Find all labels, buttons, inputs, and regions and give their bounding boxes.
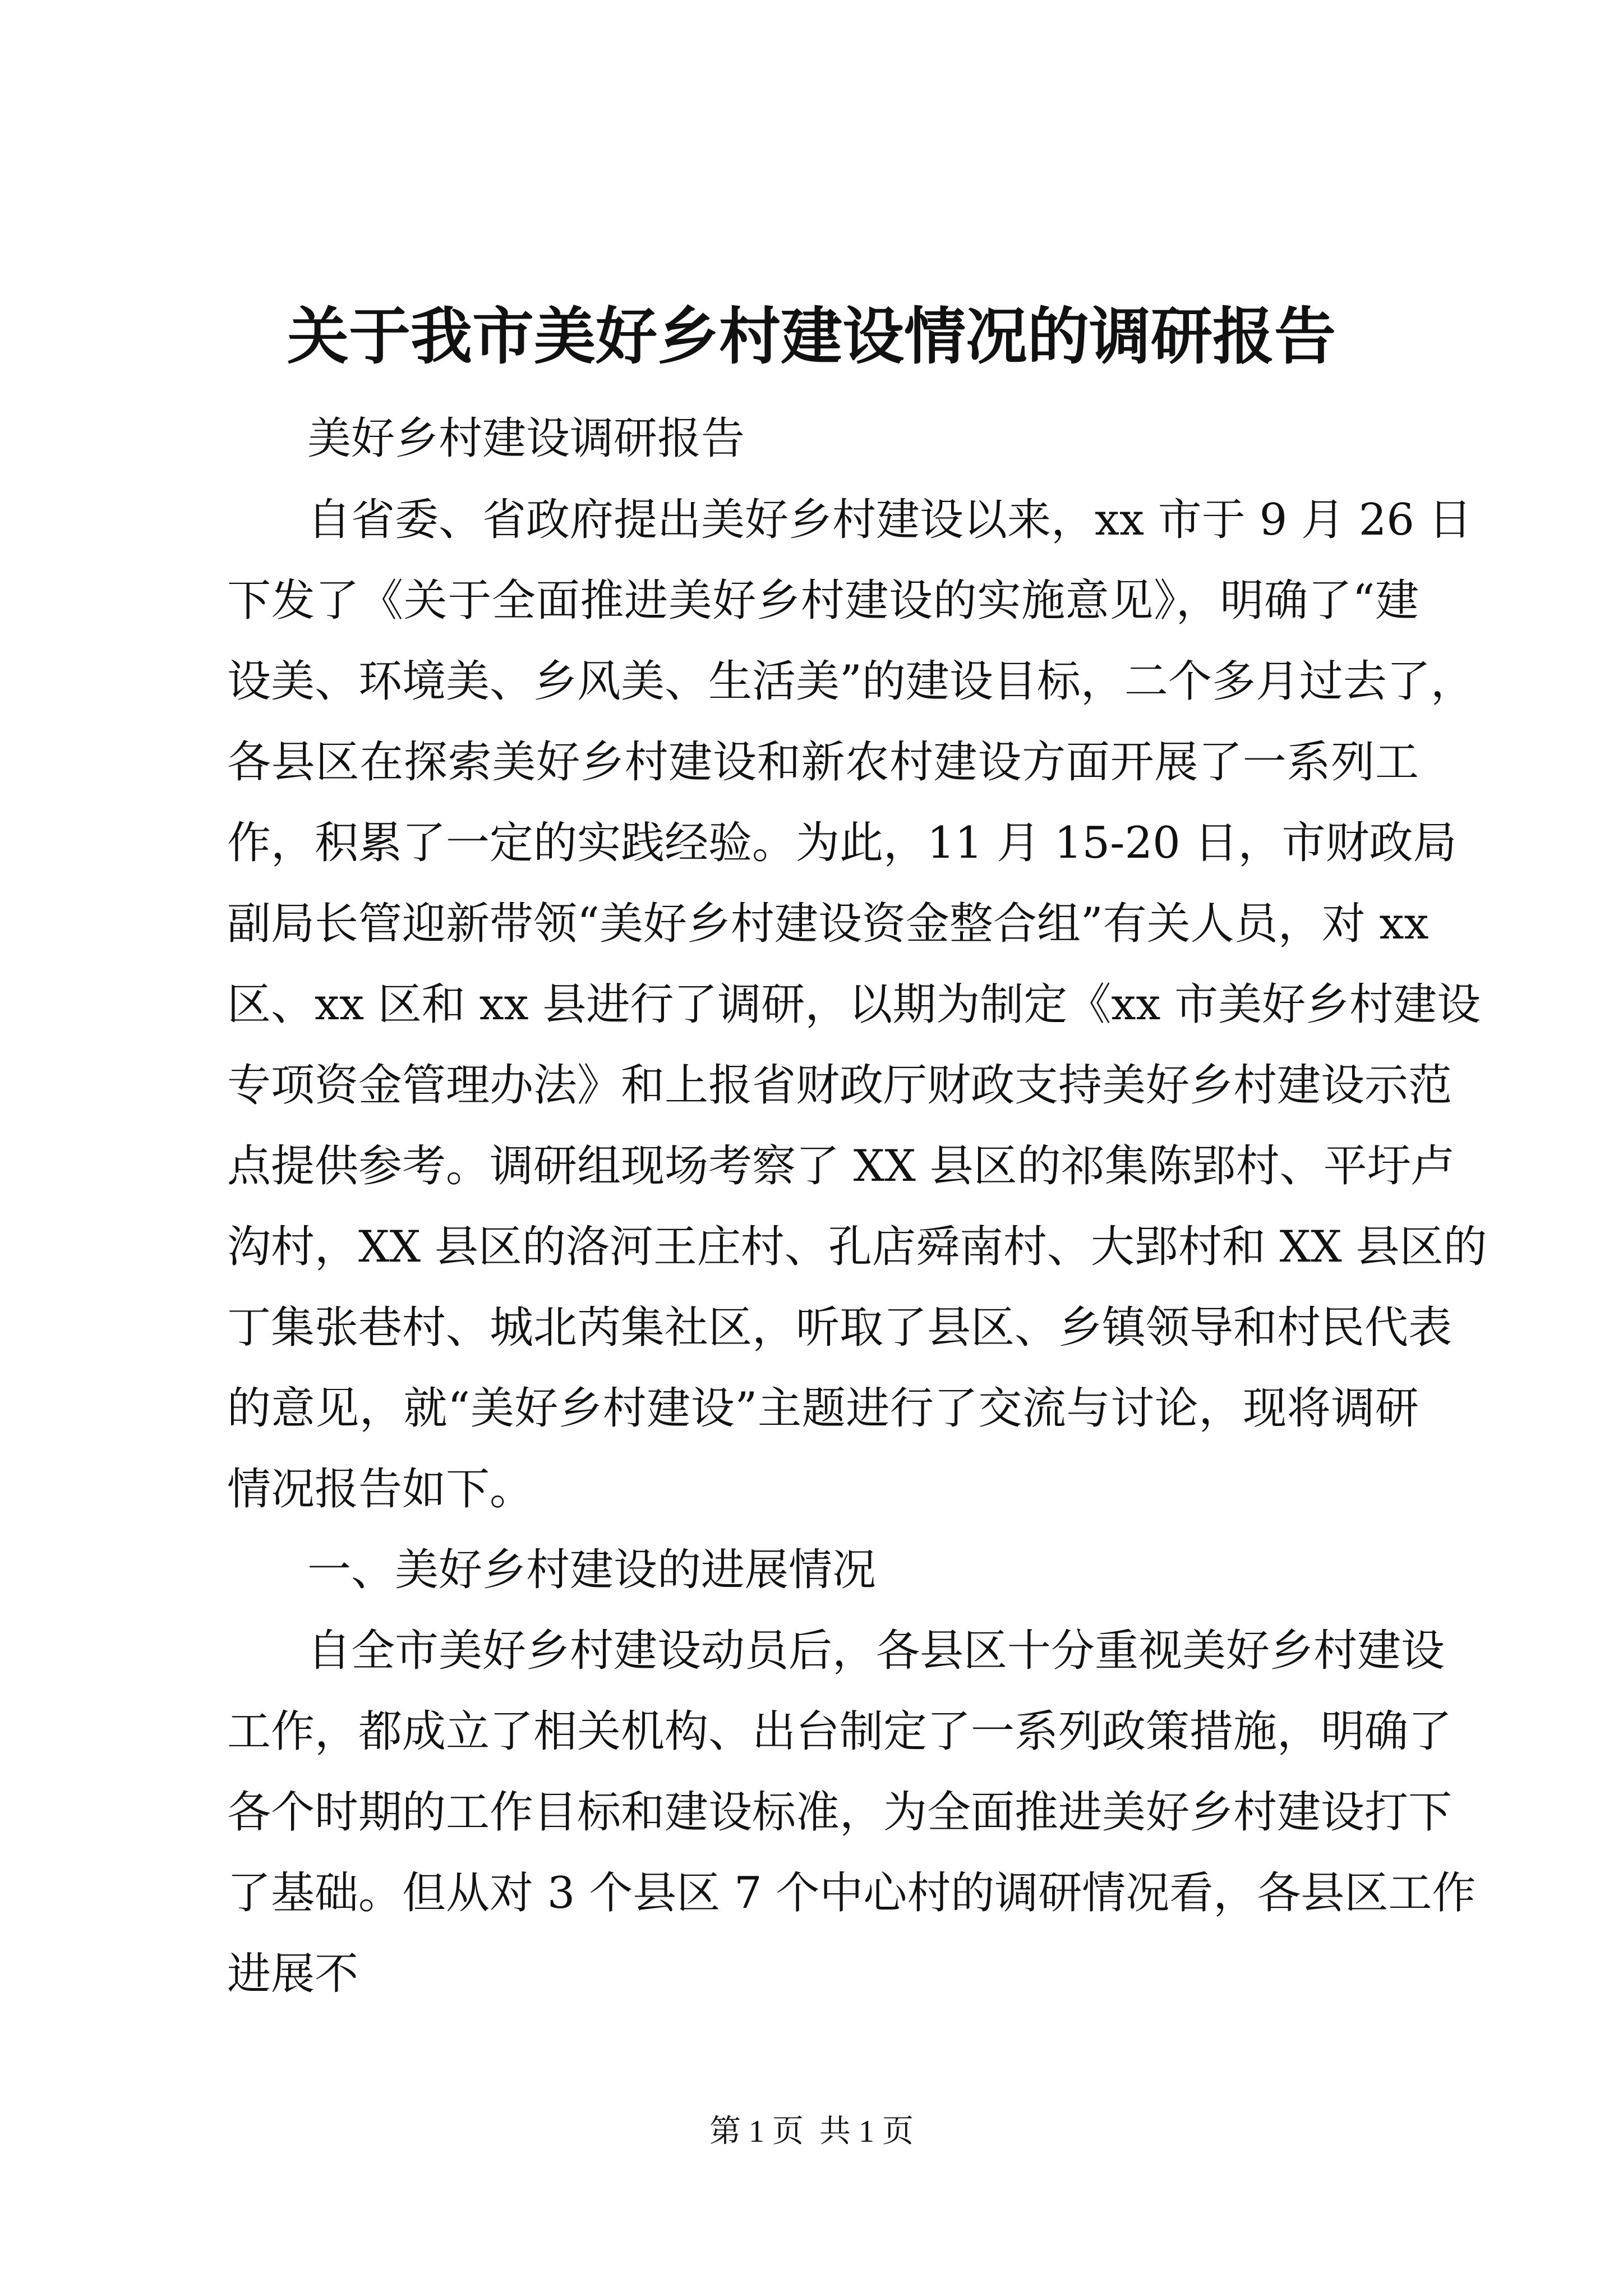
paragraph-line: 自全市美好乡村建设动员后，各县区十分重视美好乡村建设 [307,1626,1445,1676]
section-heading: 一、美好乡村建设的进展情况 [307,1545,877,1595]
document-title: 关于我市美好乡村建设情况的调研报告 [287,300,1336,372]
paragraph-line: 点提供参考。调研组现场考察了 XX 县区的祁集陈郢村、平圩卢 [227,1141,1455,1191]
paragraph-line: 的意见，就“美好乡村建设”主题进行了交流与讨论，现将调研 [227,1383,1419,1434]
paragraph-line: 区、xx 区和 xx 县进行了调研，以期为制定《xx 市美好乡村建设 [227,979,1481,1030]
paragraph-line: 沟村，XX 县区的洛河王庄村、孔店舜南村、大郢村和 XX 县区的 [227,1222,1487,1272]
paragraph-line: 各县区在探索美好乡村建设和新农村建设方面开展了一系列工 [227,737,1419,788]
paragraph-line: 下发了《关于全面推进美好乡村建设的实施意见》，明确了“建 [227,576,1419,626]
paragraph-line: 副局长管迎新带领“美好乡村建设资金整合组”有关人员，对 xx [227,899,1429,949]
paragraph-line: 设美、环境美、乡风美、生活美”的建设目标，二个多月过去了， [227,656,1474,707]
paragraph-line: 作，积累了一定的实践经验。为此，11 月 15-20 日，市财政局 [227,818,1457,868]
paragraph-line: 自省委、省政府提出美好乡村建设以来，xx 市于 9 月 26 日 [307,495,1472,545]
paragraph-line: 各个时期的工作目标和建设标准，为全面推进美好乡村建设打下 [227,1787,1453,1838]
paragraph-line: 了基础。但从对 3 个县区 7 个中心村的调研情况看，各县区工作 [227,1868,1476,1918]
paragraph-line: 专项资金管理办法》和上报省财政厅财政支持美好乡村建设示范 [227,1060,1453,1111]
paragraph-line: 丁集张巷村、城北芮集社区，听取了县区、乡镇领导和村民代表 [227,1303,1453,1353]
document-subtitle: 美好乡村建设调研报告 [307,413,745,464]
paragraph-line: 情况报告如下。 [227,1464,534,1515]
page-footer: 第 1 页 共 1 页 [709,2114,914,2149]
paragraph-line: 工作，都成立了相关机构、出台制定了一系列政策措施，明确了 [227,1706,1453,1757]
paragraph-line: 进展不 [227,1949,359,1999]
